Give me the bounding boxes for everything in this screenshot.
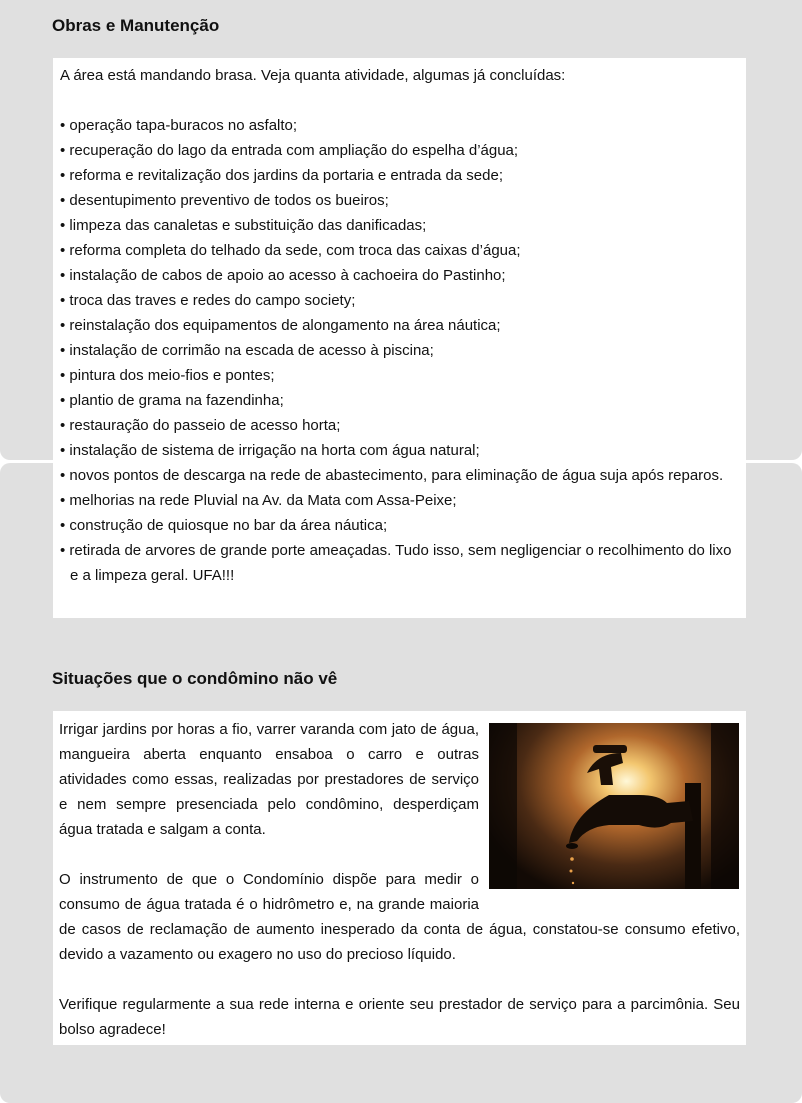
list-item: • instalação de cabos de apoio ao acesso à cachoeira do Pastinho; <box>60 267 506 284</box>
situacoes-paragraph: Irrigar jardins por horas a fio, varrer varanda com jato de água, mangueira aberta enquanto ensaboa o carro e outras atividades como essas, realizadas por prestadores de serviço e nem sempre presenciada pelo condômino, desperdiçam água tratada e salgam a conta. <box>59 721 479 838</box>
situacoes-content-box <box>53 711 746 1045</box>
list-item: • novos pontos de descarga na rede de abastecimento, para eliminação de água suja após reparos. <box>60 467 724 484</box>
list-item: • reforma completa do telhado da sede, com troca das caixas d’água; <box>60 242 521 259</box>
list-item: • melhorias na rede Pluvial na Av. da Mata com Assa-Peixe; <box>60 492 457 509</box>
list-item: • troca das traves e redes do campo society; <box>60 292 356 309</box>
list-item: • recuperação do lago da entrada com ampliação do espelha d’água; <box>60 142 519 159</box>
obras-content-box <box>53 58 746 618</box>
obras-intro: A área está mandando brasa. Veja quanta atividade, algumas já concluídas: <box>60 67 566 84</box>
section-title-situacoes: Situações que o condômino não vê <box>52 669 338 688</box>
situacoes-paragraph: Verifique regularmente a sua rede interna e oriente seu prestador de serviço para a parcimônia. Seu bolso agradece! <box>59 996 740 1038</box>
list-item: • construção de quiosque no bar da área náutica; <box>60 517 388 534</box>
list-item: • operação tapa-buracos no asfalto; <box>60 117 298 134</box>
list-item: • reforma e revitalização dos jardins da portaria e entrada da sede; <box>60 167 503 184</box>
situacoes-paragraph: O instrumento de que o Condomínio dispõe para medir o consumo de água tratada é o hidrômetro e, na grande maioria de casos de reclamação de aumento inesperado da conta de água, constatou-se consumo efetivo, devido a vazamento ou exagero no uso do precioso líquido. <box>59 871 740 963</box>
section-title-obras: Obras e Manutenção <box>52 16 220 35</box>
list-item: • instalação de sistema de irrigação na horta com água natural; <box>60 442 480 459</box>
obras-activity-list <box>60 113 739 588</box>
list-item: • limpeza das canaletas e substituição das danificadas; <box>60 217 427 234</box>
list-item: • retirada de arvores de grande porte ameaçadas. Tudo isso, sem negligenciar o recolhimento do lixo e a limpeza geral. UFA!!! <box>60 542 732 584</box>
spacer <box>60 88 739 113</box>
water-tap-icon <box>489 723 739 889</box>
list-item: • reinstalação dos equipamentos de alongamento na área náutica; <box>60 317 501 334</box>
list-item: • instalação de corrimão na escada de acesso à piscina; <box>60 342 434 359</box>
list-item: • pintura dos meio-fios e pontes; <box>60 367 275 384</box>
list-item: • desentupimento preventivo de todos os bueiros; <box>60 192 389 209</box>
list-item: • restauração do passeio de acesso horta; <box>60 417 341 434</box>
water-tap-photo <box>489 723 739 889</box>
list-item: • plantio de grama na fazendinha; <box>60 392 284 409</box>
